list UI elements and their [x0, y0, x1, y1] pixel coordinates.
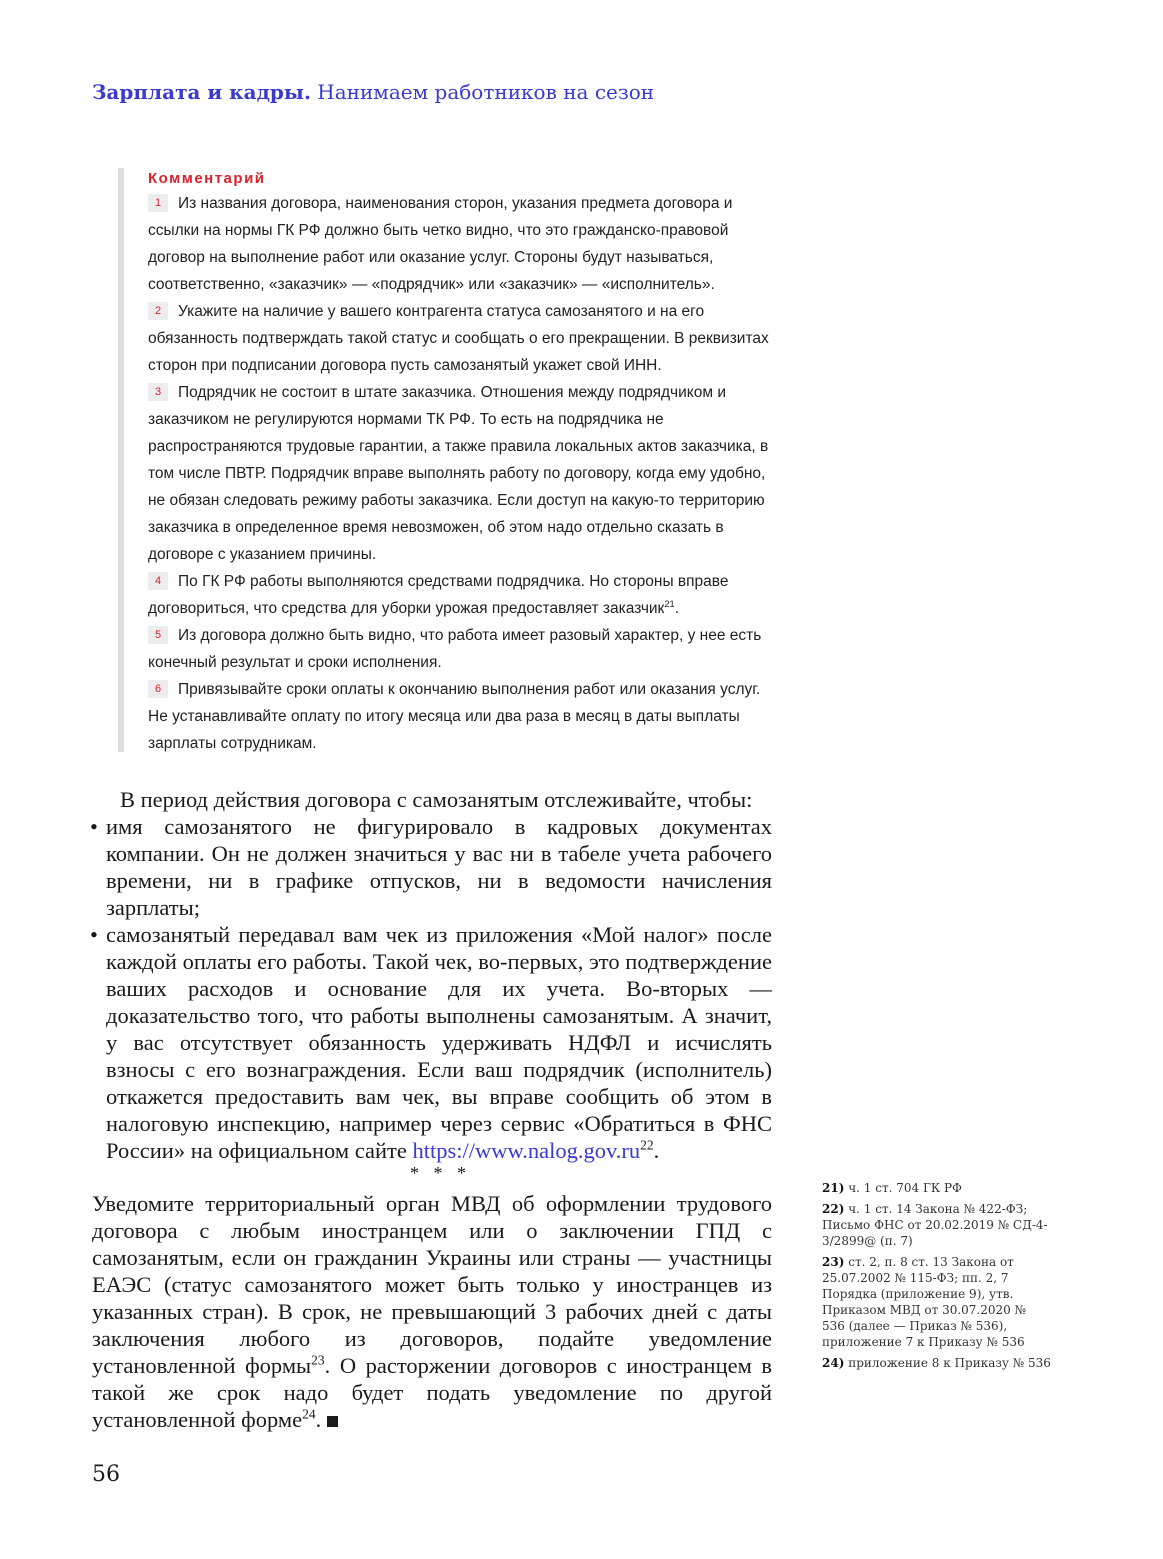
- comment-item: [148, 298, 778, 379]
- bullet-list: [92, 813, 772, 1164]
- comment-item: [148, 568, 778, 622]
- section-title: Зарплата и кадры.: [92, 80, 311, 104]
- comment-text: Укажите на наличие у вашего контрагента статуса самозанятого и на его обязанность подтверждать такой статус и сообщать о его прекращении. В реквизитах сторон при подписании договора пусть самозанятый укажет свой ИНН.: [148, 303, 769, 374]
- comment-box: [118, 168, 778, 752]
- footnote-ref[interactable]: 21: [664, 598, 675, 609]
- nalog-link[interactable]: https://www.nalog.gov.ru: [412, 1138, 641, 1163]
- comment-number-badge: 3: [148, 383, 168, 401]
- footnote-text: ч. 1 ст. 14 Закона № 422-ФЗ; Письмо ФНС от 20.02.2019 № СД-4-3/2899@ (п. 7): [822, 1202, 1048, 1248]
- closing-text: .: [315, 1407, 322, 1432]
- comment-text: По ГК РФ работы выполняются средствами подрядчика. Но стороны вправе договориться, что средства для уборки урожая предоставляет заказчик: [148, 573, 729, 617]
- footnote-text: ч. 1 ст. 704 ГК РФ: [848, 1181, 963, 1195]
- footnote-ref[interactable]: 24: [302, 1406, 316, 1422]
- bullet-text: самозанятый передавал вам чек из приложения «Мой налог» после каждой оплаты его работы. Такой чек, во-первых, это подтверждение ваших расходов и основание для их учета. Во-вторых — доказательство того, что работы выполнены самозанятым. А значит, у вас отсутствует обязанность удерживать НДФЛ и исчислять взносы с его вознаграждения. Если ваш подрядчик (исполнитель) откажется предоставить вам чек, вы вправе сообщить об этом в налоговую инспекцию, например через сервис «Обратиться в ФНС России» на официальном сайте: [106, 922, 772, 1163]
- section-separator: * * *: [410, 1163, 471, 1183]
- comment-text: Подрядчик не состоит в штате заказчика. Отношения между подрядчиком и заказчиком не регулируются нормами ТК РФ. То есть на подрядчика не распространяются трудовые гарантии, а также правила локальных актов заказчика, в том числе ПВТР. Подрядчик вправе выполнять работу по договору, когда ему удобно, не обязан следовать режиму работы заказчика. Если доступ на какую-то территорию заказчика в определенное время невозможен, об этом надо отдельно сказать в договоре с указанием причины.: [148, 384, 769, 563]
- body-lead: В период действия договора с самозанятым отслеживайте, чтобы:: [120, 787, 753, 812]
- comment-title: Комментарий: [148, 170, 266, 187]
- closing-text: Уведомите территориальный орган МВД об оформлении трудового договора с любым иностранцем или о заключении ГПД с самозанятым, если он гражданин Украины или страны — участницы ЕАЭС (статус самозанятого может быть только у иностранцев из указанных стран). В срок, не превышающий 3 рабочих дней с даты заключения любого из договоров, подайте уведомление установленной формы: [92, 1191, 772, 1378]
- comment-number-badge: 4: [148, 572, 168, 590]
- bullet-item: [92, 813, 772, 921]
- comment-text: Из договора должно быть видно, что работа имеет разовый характер, у нее есть конечный результат и сроки исполнения.: [148, 627, 762, 671]
- section-subtitle: Нанимаем работников на сезон: [317, 80, 655, 104]
- closing-text: . О расторжении договоров с иностранцем в такой же срок надо будет подать уведомление по другой установленной форме: [92, 1353, 772, 1432]
- comment-number-badge: 5: [148, 626, 168, 644]
- comment-text-tail: .: [674, 600, 679, 617]
- footnote-number: 21): [822, 1181, 845, 1195]
- comment-number-badge: 2: [148, 302, 168, 320]
- footnote-ref[interactable]: 22: [640, 1137, 654, 1153]
- footnotes-column: [822, 1180, 1052, 1376]
- comment-list: [148, 190, 778, 757]
- footnote: [822, 1355, 1052, 1371]
- footnote-number: 22): [822, 1202, 845, 1216]
- footnote: [822, 1254, 1052, 1350]
- main-body: [92, 786, 772, 1164]
- comment-item: [148, 676, 778, 757]
- footnote-text: ст. 2, п. 8 ст. 13 Закона от 25.07.2002 № 115-ФЗ; пп. 2, 7 Порядка (приложение 9), утв. Приказом МВД от 30.07.2020 № 536 (далее — Приказ № 536), приложение 7 к Приказу № 536: [822, 1255, 1026, 1349]
- footnote-text: приложение 8 к Приказу № 536: [848, 1356, 1051, 1370]
- comment-number-badge: 6: [148, 680, 168, 698]
- end-of-article-mark: [327, 1416, 338, 1427]
- running-header: [92, 80, 654, 104]
- bullet-text: имя самозанятого не фигурировало в кадровых документах компании. Он не должен значиться у вас ни в табеле учета рабочего времени, ни в графике отпусков, ни в ведомости начисления зарплаты;: [106, 814, 772, 920]
- comment-item: [148, 379, 778, 568]
- footnote-number: 23): [822, 1255, 845, 1269]
- footnote: [822, 1180, 1052, 1196]
- bullet-item: [92, 921, 772, 1164]
- page-number: 56: [92, 1462, 120, 1487]
- comment-text: Из названия договора, наименования сторон, указания предмета договора и ссылки на нормы ГК РФ должно быть четко видно, что это гражданско-правовой договор на выполнение работ или оказание услуг. Стороны будут называться, соответственно, «заказчик» — «подрядчик» или «заказчик» — «исполнитель».: [148, 195, 733, 293]
- comment-item: [148, 190, 778, 298]
- closing-paragraph: [92, 1190, 772, 1433]
- footnote: [822, 1201, 1052, 1249]
- footnote-ref[interactable]: 23: [311, 1352, 325, 1368]
- footnote-number: 24): [822, 1356, 845, 1370]
- comment-number-badge: 1: [148, 194, 168, 212]
- comment-item: [148, 622, 778, 676]
- bullet-text-tail: .: [653, 1138, 660, 1163]
- comment-text: Привязывайте сроки оплаты к окончанию выполнения работ или оказания услуг. Не устанавливайте оплату по итогу месяца или два раза в месяц в даты выплаты зарплаты сотрудникам.: [148, 681, 761, 752]
